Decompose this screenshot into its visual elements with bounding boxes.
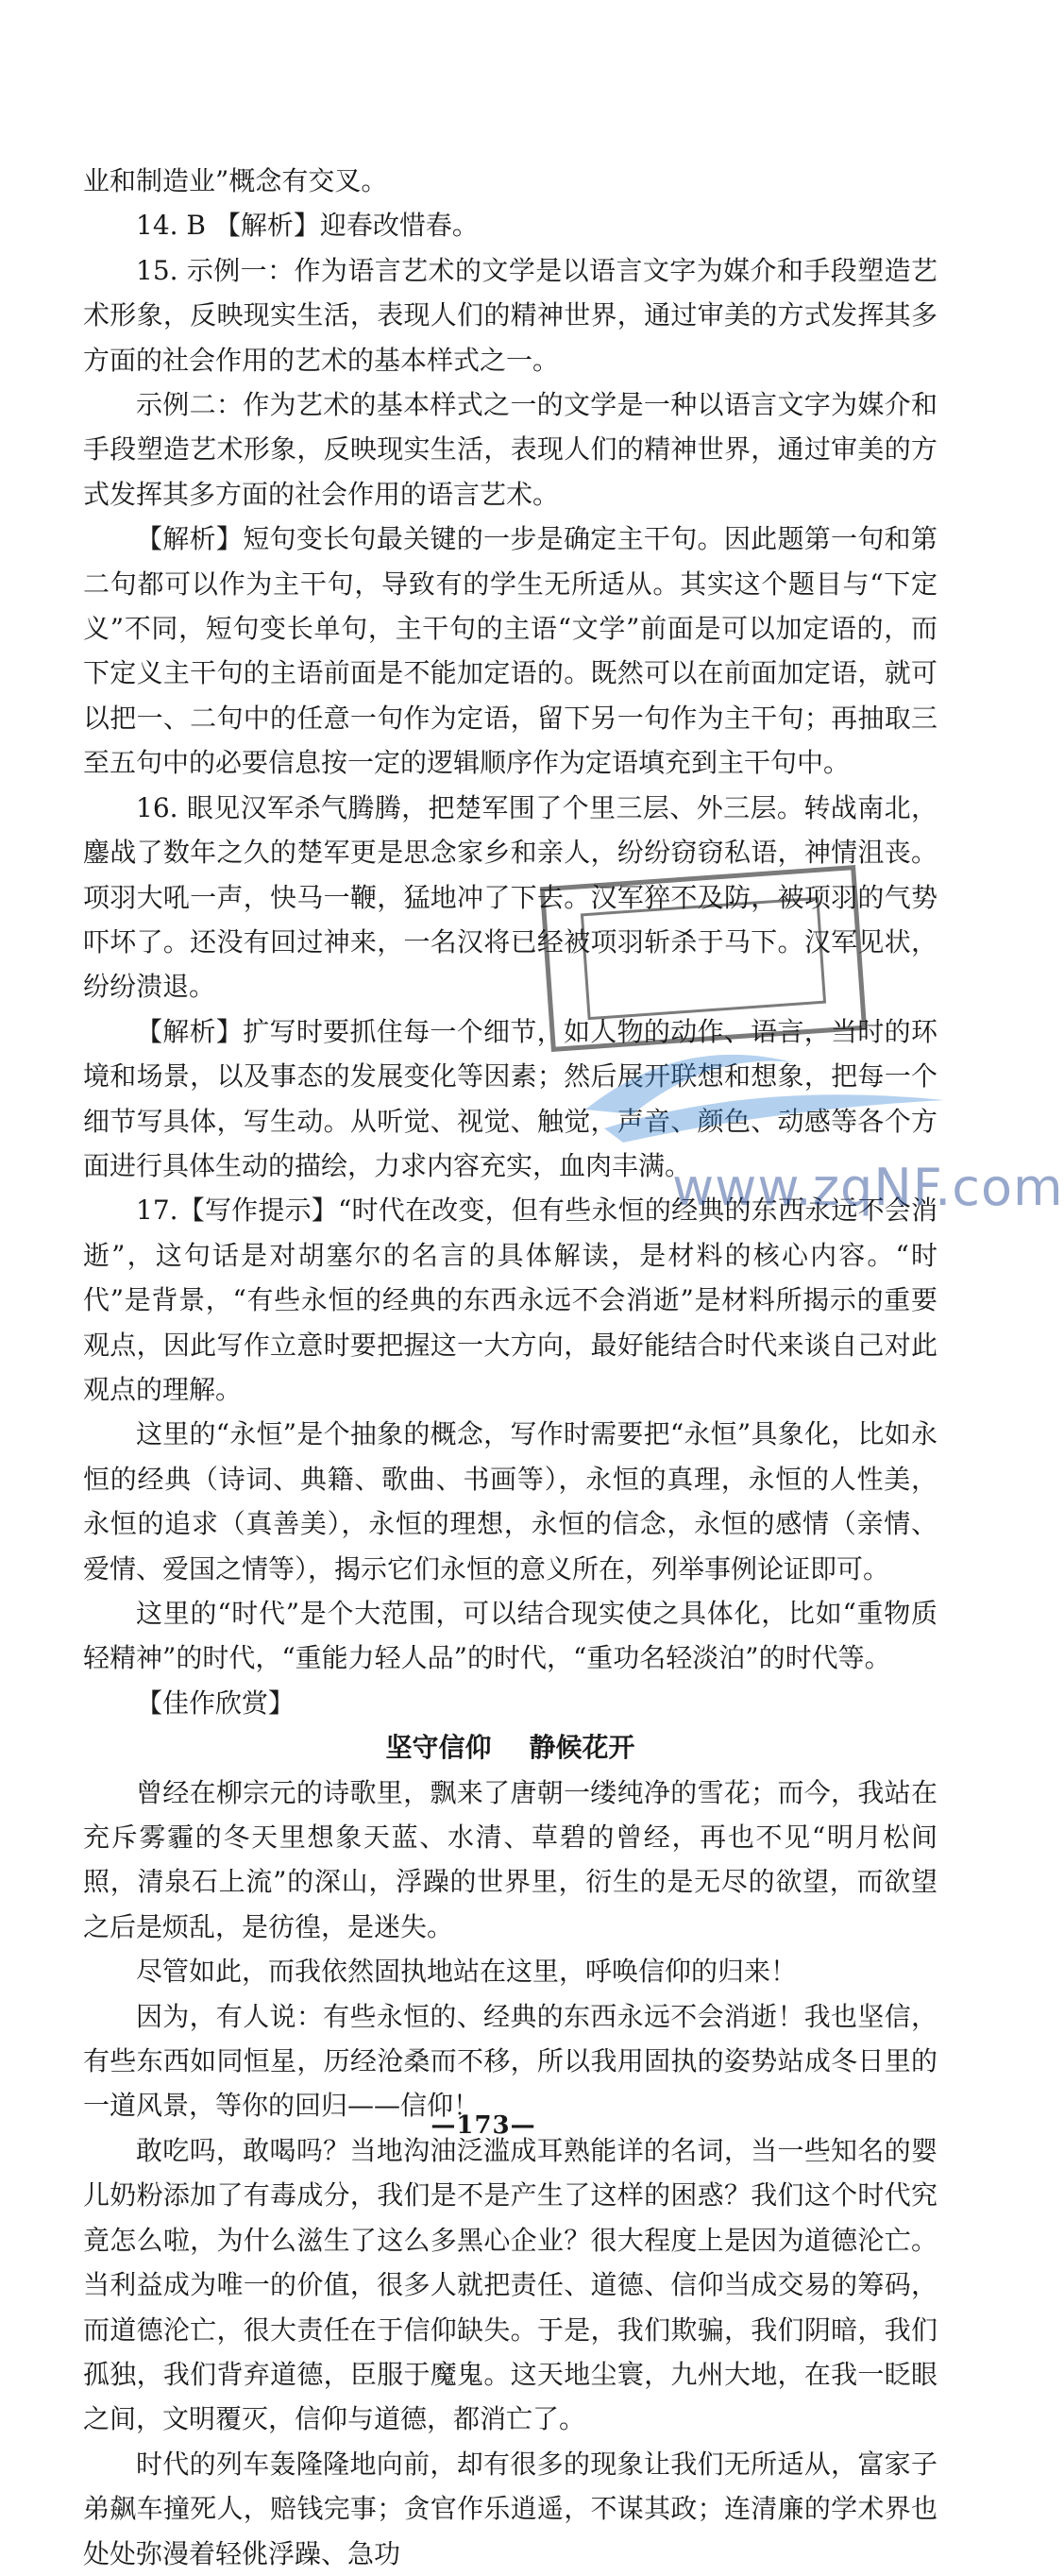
answer-16: 16. 眼见汉军杀气腾腾，把楚军围了个里三层、外三层。转战南北，鏖战了数年之久的楚军更是思念家乡和亲人，纷纷窃窃私语，神情沮丧。项羽大吼一声，快马一鞭，猛地冲了下去。汉军猝不及防，被项羽的气势吓坏了。还没有回过神来，一名汉将已经被项羽斩杀于马下。汉军见状，纷纷溃退。 (83, 791, 937, 1003)
answer-16-analysis: 【解析】扩写时要抓住每一个细节，如人物的动作、语言，当时的环境和场景，以及事态的发展变化等因素；然后展开联想和想象，把每一个细节写具体，写生动。从听觉、视觉、触觉，声音、颜色、动感等各个方面进行具体生动的描绘，力求内容充实，血肉丰满。 (83, 1015, 937, 1181)
essay-title-part-1: 坚守信仰 (385, 1732, 492, 1764)
essay-paragraph: 时代的列车轰隆隆地向前，却有很多的现象让我们无所适从，富家子弟飙车撞死人，赔钱完事；贪官作乐逍遥，不谋其政；连清廉的学术界也处处弥漫着轻佻浮躁、急功 (83, 2448, 937, 2569)
answer-17-eternal: 这里的“永恒”是个抽象的概念，写作时需要把“永恒”具象化，比如永恒的经典（诗词、典籍、歌曲、书画等），永恒的真理，永恒的人性美，永恒的追求（真善美），永恒的理想，永恒的信念，永恒的感情（亲情、爱情、爱国之情等），揭示它们永恒的意义所在，列举事例论证即可。 (83, 1418, 937, 1585)
answer-15-example-1: 15. 示例一：作为语言艺术的文学是以语言文字为媒介和手段塑造艺术形象，反映现实生活，表现人们的精神世界，通过审美的方式发挥其多方面的社会作用的艺术的基本样式之一。 (83, 254, 937, 376)
page-number: —173— (431, 2111, 536, 2140)
sample-essay-label: 【佳作欣赏】 (136, 1686, 296, 1719)
answer-17-era: 这里的“时代”是个大范围，可以结合现实使之具体化，比如“重物质轻精神”的时代，“重能力轻人品”的时代，“重功名轻淡泊”的时代等。 (83, 1598, 937, 1674)
answer-14: 14. B 【解析】迎春改惜春。 (136, 210, 479, 242)
essay-title-part-2: 静候花开 (529, 1732, 635, 1764)
answer-15-analysis: 【解析】短句变长句最关键的一步是确定主干句。因此题第一句和第二句都可以作为主干句，导致有的学生无所适从。其实这个题目与“下定义”不同，短句变长单句，主干句的主语“文学”前面是可以加定语的，而下定义主干句的主语前面是不能加定语的。既然可以在前面加定语，就可以把一、二句中的任意一句作为定语，留下另一句作为主干句；再抽取三至五句中的必要信息按一定的逻辑顺序作为定语填充到主干句中。 (83, 523, 937, 779)
essay-paragraph: 曾经在柳宗元的诗歌里，飘来了唐朝一缕纯净的雪花；而今，我站在充斥雾霾的冬天里想象天蓝、水清、草碧的曾经，再也不见“明月松间照，清泉石上流”的深山，浮躁的世界里，衍生的是无尽的欲望，而欲望之后是烦乱，是彷徨，是迷失。 (83, 1776, 937, 1942)
essay-title (83, 1725, 937, 1770)
answer-17-writing-tip: 17.【写作提示】“时代在改变，但有些永恒的经典的东西永远不会消逝”，这句话是对胡塞尔的名言的具体解读，是材料的核心内容。“时代”是背景，“有些永恒的经典的东西永远不会消逝”是材料所揭示的重要观点，因此写作立意时要把握这一大方向，最好能结合时代来谈自己对此观点的理解。 (83, 1195, 937, 1405)
watermark-site-text: www.zqNF.com (672, 1158, 1064, 1217)
paragraph-continuation: 业和制造业”概念有交叉。 (83, 165, 388, 196)
essay-paragraph: 尽管如此，而我依然固执地站在这里，呼唤信仰的归来！ (136, 1956, 798, 1988)
answer-15-example-2: 示例二：作为艺术的基本样式之一的文学是一种以语言文字为媒介和手段塑造艺术形象，反映现实生活，表现人们的精神世界，通过审美的方式发挥其多方面的社会作用的语言艺术。 (83, 389, 937, 510)
essay-paragraph: 因为，有人说：有些永恒的、经典的东西永远不会消逝！我也坚信，有些东西如同恒星，历经沧桑而不移，所以我用固执的姿势站成冬日里的一道风景，等你的回归——信仰！ (83, 2000, 937, 2122)
essay-paragraph: 敢吃吗，敢喝吗？当地沟油泛滥成耳熟能详的名词，当一些知名的婴儿奶粉添加了有毒成分，我们是不是产生了这样的困惑？我们这个时代究竟怎么啦，为什么滋生了这么多黑心企业？很大程度上是因为道德沦亡。当利益成为唯一的价值，很多人就把责任、道德、信仰当成交易的筹码，而道德沦亡，很大责任在于信仰缺失。于是，我们欺骗，我们阴暗，我们孤独，我们背弃道德，臣服于魔鬼。这天地尘寰，九州大地，在我一眨眼之间，文明覆灭，信仰与道德，都消亡了。 (83, 2134, 937, 2435)
page-content (83, 159, 937, 2576)
